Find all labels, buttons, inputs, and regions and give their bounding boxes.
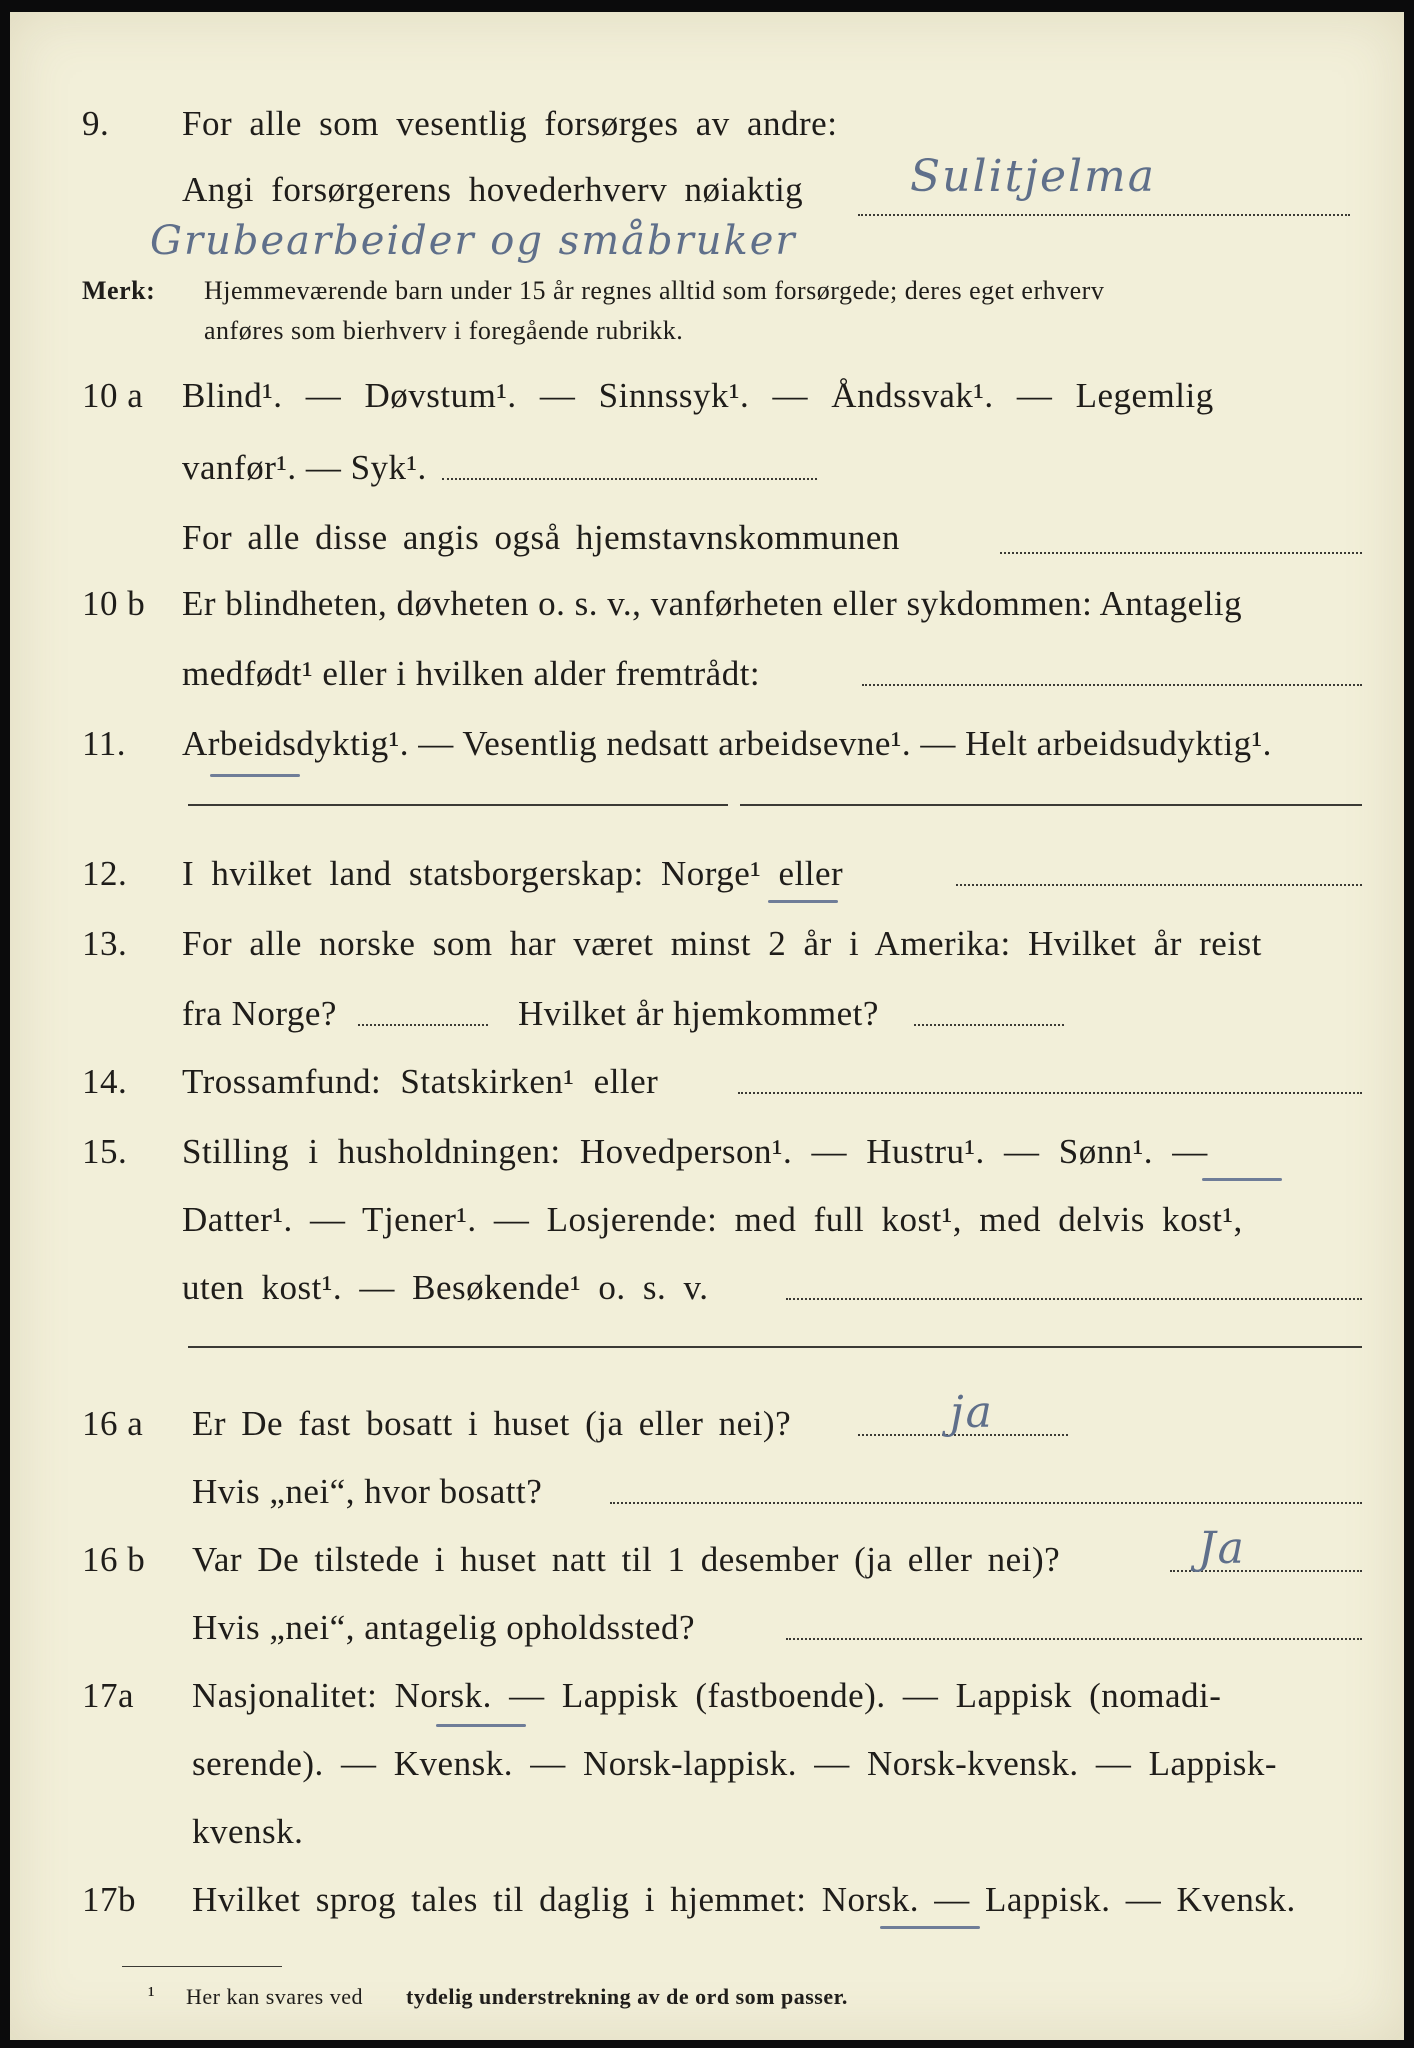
footnote-text-a: Her kan svares ved [186, 1984, 363, 2009]
q9-number: 9. [82, 104, 110, 143]
q15-number: 15. [82, 1132, 128, 1171]
q16b-line1: Var De tilstede i huset natt til 1 desember (ja eller nei)? [192, 1540, 1061, 1579]
q13-line2b: Hvilket år hjemkommet? [518, 994, 879, 1033]
q14-dots [738, 1092, 1362, 1094]
q15-answer-line [188, 1346, 1362, 1348]
q17a-line3: kvensk. [192, 1812, 304, 1851]
q10b-line2-dots [862, 684, 1362, 686]
q15-line3: uten kost¹. — Besøkende¹ o. s. v. [182, 1268, 709, 1307]
q17b-line1: Hvilket sprog tales til daglig i hjemmet: Norsk. — Lappisk. — Kvensk. [192, 1880, 1296, 1919]
q9-line2: Angi forsørgerens hovederhverv nøiaktig [182, 170, 804, 209]
q11-line1: Arbeidsdyktig¹. — Vesentlig nedsatt arbeidsevne¹. — Helt arbeidsudyktig¹. [182, 724, 1272, 763]
q16a-line1: Er De fast bosatt i huset (ja eller nei)? [192, 1404, 792, 1443]
q9-answer-line [858, 214, 1350, 216]
q16b-handwritten-answer: Ja [1198, 1523, 1246, 1574]
q9-handwritten-answer-b: Grubearbeider og småbruker [150, 218, 797, 264]
q16a-number: 16 a [82, 1404, 144, 1443]
q12-line1: I hvilket land statsborgerskap: Norge¹ eller [182, 854, 844, 893]
q11-answer-line-left [188, 804, 728, 806]
q10b-line1: Er blindheten, døvheten o. s. v., vanførheten eller sykdommen: Antagelig [182, 584, 1243, 623]
q13-line1: For alle norske som har været minst 2 år i Amerika: Hvilket år reist [182, 924, 1262, 963]
q10b-number: 10 b [82, 584, 146, 623]
q17b-number: 17b [82, 1880, 136, 1919]
q13-line2a-dots [358, 1024, 488, 1026]
merk-label: Merk: [82, 276, 156, 305]
q11-answer-line-right [740, 804, 1362, 806]
footnote-rule [122, 1966, 282, 1967]
q9-handwritten-answer-a: Sulitjelma [910, 151, 1157, 202]
q11-underline-mark [210, 774, 300, 777]
footnote-marker: ¹ [148, 1982, 156, 2007]
q12-underline-norge [768, 900, 838, 903]
q16b-line2-dots [786, 1638, 1362, 1640]
q16a-line2-dots [610, 1502, 1362, 1504]
q12-number: 12. [82, 854, 128, 893]
q16a-handwritten-answer: ja [950, 1387, 994, 1438]
q10a-line3: For alle disse angis også hjemstavnskommunen [182, 518, 900, 557]
q17a-line1: Nasjonalitet: Norsk. — Lappisk (fastboende). — Lappisk (nomadi- [192, 1676, 1222, 1715]
q10a-number: 10 a [82, 376, 144, 415]
q12-dots [956, 884, 1362, 886]
q15-dots [786, 1298, 1362, 1300]
merk-line1: Hjemmeværende barn under 15 år regnes alltid som forsørgede; deres eget erhverv [204, 276, 1105, 305]
q14-line1: Trossamfund: Statskirken¹ eller [182, 1062, 659, 1101]
q10a-line3-dots [1000, 552, 1362, 554]
q16b-line2: Hvis „nei“, antagelig opholdssted? [192, 1608, 695, 1647]
q17b-underline-norsk [880, 1926, 980, 1929]
q17a-number: 17a [82, 1676, 135, 1715]
q10a-line2: vanfør¹. — Syk¹. [182, 448, 427, 487]
q17a-underline-norsk [436, 1724, 526, 1727]
q13-number: 13. [82, 924, 128, 963]
q13-line2b-dots [914, 1024, 1064, 1026]
q14-number: 14. [82, 1062, 128, 1101]
census-form-page [10, 12, 1404, 2040]
q15-line2: Datter¹. — Tjener¹. — Losjerende: med full kost¹, med delvis kost¹, [182, 1200, 1243, 1239]
q15-line1: Stilling i husholdningen: Hovedperson¹. — Hustru¹. — Sønn¹. — [182, 1132, 1208, 1171]
footnote-text-b: tydelig understrekning av de ord som passer. [406, 1984, 848, 2009]
q11-number: 11. [82, 724, 126, 763]
q10b-line2: medfødt¹ eller i hvilken alder fremtrådt: [182, 654, 761, 693]
q16a-line2: Hvis „nei“, hvor bosatt? [192, 1472, 543, 1511]
q13-line2a: fra Norge? [182, 994, 337, 1033]
q16b-number: 16 b [82, 1540, 146, 1579]
q15-underline-sonn [1202, 1178, 1282, 1181]
q10a-line1: Blind¹. — Døvstum¹. — Sinnssyk¹. — Åndssvak¹. — Legemlig [182, 376, 1214, 415]
merk-line2: anføres som bierhverv i foregående rubrikk. [204, 316, 684, 345]
q10a-line2-dots [442, 478, 817, 480]
q9-line1: For alle som vesentlig forsørges av andre: [182, 104, 838, 143]
q17a-line2: serende). — Kvensk. — Norsk-lappisk. — Norsk-kvensk. — Lappisk- [192, 1744, 1278, 1783]
